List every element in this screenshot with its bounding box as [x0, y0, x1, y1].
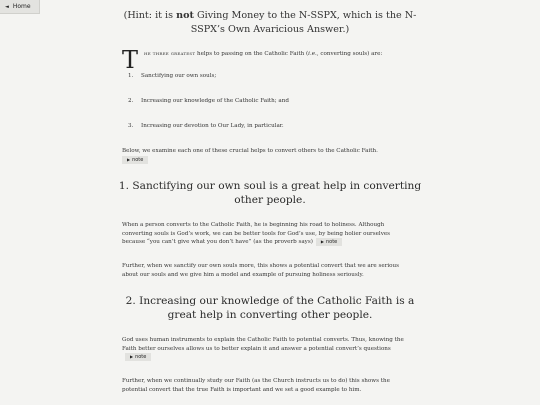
- intro-text-1: helps to passing on the Catholic Faith (: [195, 51, 309, 57]
- section-2-paragraph-1: [122, 336, 410, 362]
- note-button[interactable]: [316, 238, 342, 246]
- examine-text: Below, we examine each one of these crucial helps to convert others to the Catholic Faith.: [122, 148, 378, 154]
- examine-paragraph: [122, 147, 410, 164]
- intro-paragraph: [122, 46, 412, 74]
- note-label: note: [325, 239, 338, 246]
- play-triangle-icon: ▶: [130, 354, 134, 360]
- section-1-paragraph-1: [122, 221, 410, 247]
- list-text: Increasing our knowledge of the Catholic Faith; and: [141, 98, 289, 104]
- left-arrow-icon: ◄: [5, 4, 9, 10]
- intro-ie: i.e.,: [308, 51, 319, 57]
- list-text: Sanctifying our own souls;: [141, 73, 217, 79]
- section-1-heading: 1. Sanctifying our own soul is a great help in converting other people.: [118, 180, 422, 206]
- list-item: [128, 98, 398, 104]
- hint-emphasis: not: [176, 10, 194, 21]
- list-number: 3.: [128, 123, 134, 129]
- home-button[interactable]: [0, 0, 40, 14]
- note-label: note: [132, 156, 144, 163]
- hint-text-start: (Hint: it is: [123, 10, 177, 21]
- note-button[interactable]: [125, 353, 151, 361]
- list-text: Increasing our devotion to Our Lady, in particular.: [141, 123, 284, 129]
- intro-smallcaps: he three greatest: [144, 51, 196, 57]
- section-2-paragraph-2: Further, when we continually study our Faith (as the Church instructs us to do) this shows the potential convert that the true Faith is important and we set a good example to him.: [122, 378, 390, 393]
- play-triangle-icon: ▶: [320, 239, 324, 245]
- note-label: note: [135, 354, 147, 361]
- note-button[interactable]: [122, 156, 148, 164]
- list-number: 2.: [128, 98, 134, 104]
- list-item: [128, 73, 398, 79]
- home-label: Home: [12, 3, 31, 10]
- intro-text-2: converting souls) are:: [318, 51, 383, 57]
- list-number: 1.: [128, 73, 134, 79]
- section-2-heading: 2. Increasing our knowledge of the Catholic Faith is a great help in converting other people.: [125, 295, 415, 321]
- paragraph-text: God uses human instruments to explain the Catholic Faith to potential converts. Thus, knowing the Faith better ourselves allows us to better explain it and answer a potential convert’s questions: [122, 337, 404, 352]
- list-item: [128, 123, 398, 129]
- section-1-paragraph-2: Further, when we sanctify our own souls more, this shows a potential convert that we are serious about our souls and we give him a model and example of pursuing holiness seriously.: [122, 263, 399, 278]
- drop-cap: T: [122, 46, 139, 74]
- hint-heading: [118, 9, 422, 37]
- play-triangle-icon: ▶: [127, 156, 131, 162]
- paragraph-text: When a person converts to the Catholic Faith, he is beginning his road to holiness. Although converting souls is God’s work, we can be better tools for God’s use, by being holier ourselves because “you can’t give what you don’t have” (as the proverb says): [122, 222, 391, 246]
- hint-text-end: Giving Money to the N-SSPX, which is the N-SSPX’s Own Avaricious Answer.): [190, 10, 417, 35]
